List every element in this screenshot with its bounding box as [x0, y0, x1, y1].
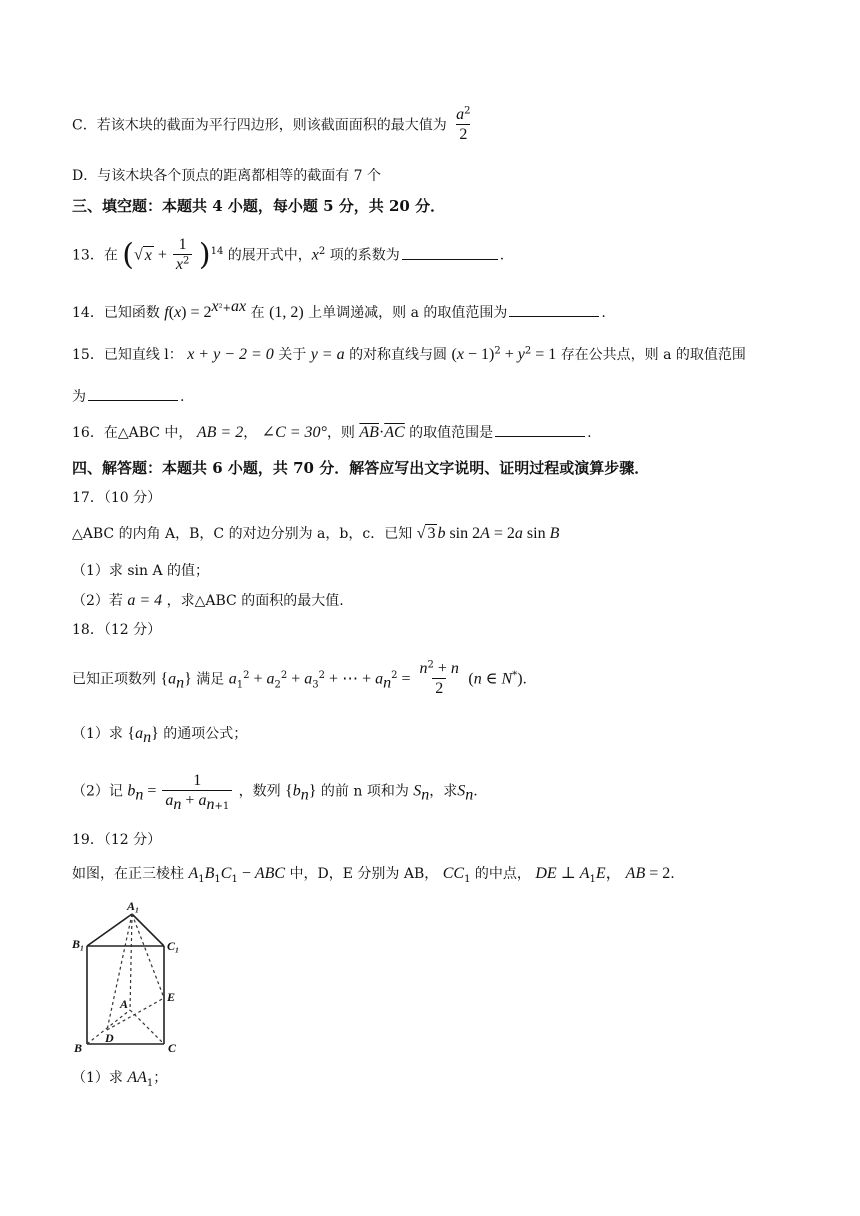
q19-stem: 如图，在正三棱柱 $A_1B_1C_1$ − ABC 中，D，E 分别为 AB， $CC_1$ 的中点， DE ⊥ $A_1E$， AB = 2.	[72, 865, 675, 885]
section4-heading: 四、解答题：本题共 6 小题，共 70 分．解答应写出文字说明、证明过程或演算步骤．	[72, 459, 650, 477]
q18-part1: （1）求 $\{a_n\}$ 的通项公式；	[72, 725, 248, 746]
q16: 16．在△ABC 中， AB = 2， ∠C = 30°，则 $\overline{AB}\cdot\overline{AC}$ 的取值范围是 .	[72, 424, 592, 441]
q18-header: 18．（12 分）	[72, 622, 162, 638]
label-a: A	[120, 997, 129, 1011]
q12-option-d	[72, 166, 381, 186]
q15-line2: 为 .	[72, 386, 184, 407]
q19-header: 19．（12 分）	[72, 832, 162, 848]
q17-part1: （1）求 sin A 的值；	[72, 563, 210, 579]
q17-header: 17．（10 分）	[72, 490, 162, 506]
q13: 13．在 (√ x + $\frac{1}{x^2}$ )$^{14}$ 的展开式中，$x^2$ 项的系数为 .	[72, 236, 505, 273]
q18-part2: （2）记 $b_n$ = $\frac{1}{a_n + a_{n+1}}$ ，数列 $\{b_n\}$ 的前 n 项和为 $S_n$，求$S_n$.	[72, 772, 478, 813]
label-e: E	[167, 990, 176, 1004]
q15: 15．已知直线 l： x + y − 2 = 0 关于 y = a 的对称直线与圆 $(x - 1)^2 + y^2 = 1$ 存在公共点，则 a 的取值范围	[72, 345, 746, 363]
q12-option-c	[72, 106, 476, 145]
q17-stem: △ABC 的内角 A，B，C 的对边分别为 a，b，c．已知 √ 3 b sin 2A = 2a sin B	[72, 525, 560, 542]
q19-part1: （1）求 $AA_1$；	[72, 1069, 168, 1089]
label-b1: B₁	[72, 937, 85, 951]
label-a1: A₁	[127, 899, 140, 913]
q17-part2: （2）若 a = 4 ，求△ABC 的面积的最大值.	[72, 592, 344, 609]
prism-figure	[72, 898, 182, 1054]
q18-stem: 已知正项数列 $\{a_n\}$ 满足 $a_1^2 + a_2^2 + a_3^2$ + ⋯ + $a_n^2$ = $\frac{n^2 + n}{2}$ (n ∈ N*).	[72, 659, 527, 697]
q16-answer-blank	[495, 422, 585, 437]
label-c: C	[168, 1041, 177, 1054]
q14-answer-blank	[509, 302, 599, 317]
q13-answer-blank	[402, 245, 498, 260]
section3-heading: 三、填空题：本题共 4 小题，每小题 5 分，共 20 分．	[72, 197, 446, 215]
q15-answer-blank	[88, 386, 178, 401]
label-b: B	[74, 1041, 83, 1054]
q12-option-c-fraction: $\frac{a^2}{2}$	[456, 105, 471, 143]
q12-option-c-text: C．若该木块的截面为平行四边形，则该截面面积的最大值为	[72, 117, 447, 134]
q14: 14．已知函数 $f(x) = 2^{x^2+ax}$ 在 (1, 2) 上单调递减，则 a 的取值范围为 .	[72, 298, 606, 321]
q12-option-d-text: D．与该木块各个顶点的距离都相等的截面有 7 个	[72, 168, 382, 184]
label-d: D	[105, 1031, 114, 1045]
label-c1: C₁	[167, 939, 180, 953]
